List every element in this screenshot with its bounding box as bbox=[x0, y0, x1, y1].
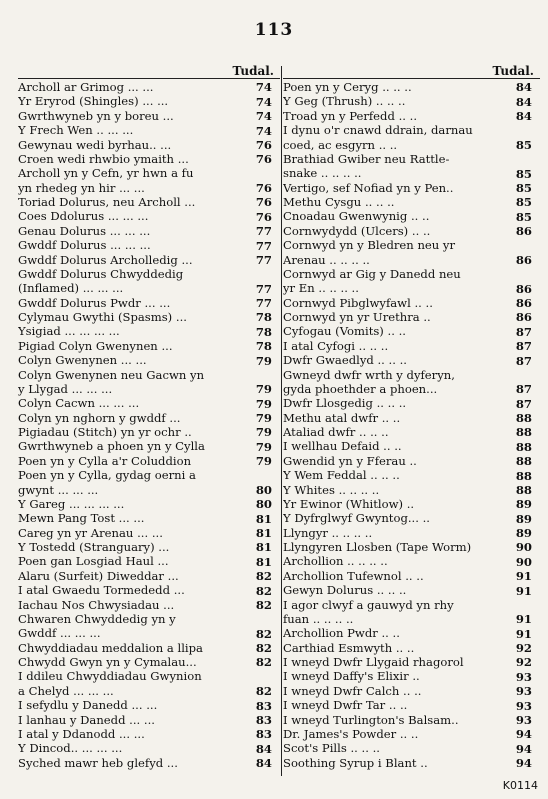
entry-page: 90 bbox=[515, 554, 532, 569]
entry-page: 82 bbox=[255, 641, 272, 655]
index-entry bbox=[18, 196, 280, 209]
entry-page: 86 bbox=[515, 281, 532, 296]
index-entry bbox=[18, 512, 280, 525]
entry-title: Methu atal dwfr .. .. bbox=[283, 411, 401, 425]
entry-page: 93 bbox=[515, 698, 532, 713]
entry-title: Dr. James's Powder .. .. bbox=[283, 727, 419, 741]
entry-page: 84 bbox=[255, 741, 272, 756]
entry-title: yr En .. .. .. .. bbox=[283, 282, 359, 296]
image-id-label: K0114 bbox=[502, 779, 538, 792]
index-entry bbox=[283, 570, 540, 583]
entry-page: 85 bbox=[515, 166, 532, 181]
entry-title: I atal y Ddanodd ... ... bbox=[18, 727, 145, 741]
index-entry bbox=[18, 81, 280, 94]
entry-title: Y Dyfrglwyf Gwyntog... .. bbox=[283, 512, 430, 526]
entry-page: 74 bbox=[255, 94, 272, 109]
index-entry bbox=[283, 541, 540, 554]
index-entry bbox=[283, 153, 540, 166]
index-entry bbox=[283, 555, 540, 568]
entry-page: 74 bbox=[255, 109, 272, 124]
entry-page: 82 bbox=[255, 655, 272, 670]
entry-page: 79 bbox=[255, 439, 272, 454]
entry-title: I lanhau y Danedd ... ... bbox=[18, 713, 155, 727]
index-entry bbox=[18, 325, 280, 338]
index-entry bbox=[283, 512, 540, 525]
entry-title: Soothing Syrup i Blant .. bbox=[283, 756, 428, 770]
entry-title: Cornwydydd (Ulcers) .. .. bbox=[283, 224, 431, 238]
entry-title: snake .. .. .. .. bbox=[283, 167, 362, 181]
index-entry bbox=[18, 282, 280, 295]
index-entry bbox=[283, 268, 540, 281]
entry-page: 88 bbox=[515, 468, 532, 483]
entry-title: Croen wedi rhwbio ymaith ... bbox=[18, 152, 189, 166]
tudal-label-right: Tudal. bbox=[492, 64, 534, 78]
entry-title: Mewn Pang Tost ... ... bbox=[18, 512, 145, 526]
entry-title: Gwddf ... ... ... bbox=[18, 627, 101, 641]
entry-title: I wneyd Daffy's Elixir .. bbox=[283, 670, 420, 684]
entry-page: 85 bbox=[515, 209, 532, 224]
index-entry bbox=[283, 196, 540, 209]
entry-title: Yr Eryrod (Shingles) ... ... bbox=[18, 95, 169, 109]
entry-title: gwynt ... ... ... bbox=[18, 483, 99, 497]
entry-title: Archollion Tufewnol .. .. bbox=[283, 569, 424, 583]
entry-title: y Llygad ... ... ... bbox=[18, 382, 113, 396]
index-entry bbox=[283, 627, 540, 640]
entry-page: 88 bbox=[515, 439, 532, 454]
entry-title: Y Wem Feddal .. .. .. bbox=[283, 469, 400, 483]
entry-title: Archoll yn y Cefn, yr hwn a fu bbox=[18, 167, 194, 181]
index-entry bbox=[283, 340, 540, 353]
entry-title: Gwrthwyneb yn y boreu ... bbox=[18, 109, 174, 123]
entry-title: Colyn Gwenynen ... ... bbox=[18, 354, 147, 368]
entry-title: Poen yn y Cylla a'r Coluddion bbox=[18, 454, 192, 468]
entry-page: 83 bbox=[255, 727, 272, 742]
entry-title: Gwneyd dwfr wrth y dyferyn, bbox=[283, 368, 455, 382]
index-entry bbox=[18, 469, 280, 482]
index-entry bbox=[18, 397, 280, 410]
entry-page: 94 bbox=[515, 727, 532, 742]
index-entry bbox=[283, 742, 540, 755]
index-entry bbox=[283, 110, 540, 123]
entry-title: I wellhau Defaid .. .. bbox=[283, 440, 402, 454]
entry-title: I sefydlu y Danedd ... ... bbox=[18, 699, 158, 713]
entry-page: 74 bbox=[255, 80, 272, 95]
index-entry bbox=[18, 110, 280, 123]
index-entry bbox=[18, 642, 280, 655]
entry-page: 88 bbox=[515, 411, 532, 425]
entry-page: 93 bbox=[515, 712, 532, 727]
entry-title: Colyn yn nghorn y gwddf ... bbox=[18, 411, 181, 425]
index-entry bbox=[18, 584, 280, 597]
entry-title: Gwddf Dolurus Pwdr ... ... bbox=[18, 296, 171, 310]
index-entry bbox=[283, 354, 540, 367]
entry-title: Pigiad Colyn Gwenynen ... bbox=[18, 339, 173, 353]
entry-title: Cornwyd yn yr Urethra .. bbox=[283, 311, 431, 324]
index-rows-left bbox=[18, 79, 280, 769]
entry-title: Y Whites .. .. .. .. bbox=[283, 483, 380, 497]
entry-page: 76 bbox=[255, 195, 272, 210]
entry-page: 76 bbox=[255, 152, 272, 167]
entry-title: Poen yn y Ceryg .. .. .. bbox=[283, 81, 412, 94]
entry-title: I dynu o'r cnawd ddrain, darnau bbox=[283, 124, 473, 138]
entry-title: Y Geg (Thrush) .. .. .. bbox=[283, 95, 406, 109]
index-entry bbox=[18, 268, 280, 281]
index-entry bbox=[283, 584, 540, 597]
index-entry bbox=[18, 670, 280, 683]
entry-page: 77 bbox=[255, 296, 272, 310]
index-entry bbox=[18, 440, 280, 453]
entry-title: I wneyd Dwfr Tar .. .. bbox=[283, 699, 408, 713]
index-entry bbox=[18, 340, 280, 353]
entry-title: Cornwyd yn y Bledren neu yr bbox=[283, 239, 456, 253]
entry-title: Yr Ewinor (Whitlow) .. bbox=[283, 497, 415, 511]
entry-page: 88 bbox=[515, 425, 532, 440]
entry-title: Gewynau wedi byrhau.. ... bbox=[18, 138, 172, 152]
index-entry bbox=[283, 642, 540, 655]
entry-page: 77 bbox=[255, 252, 272, 267]
index-entry bbox=[283, 325, 540, 338]
entry-title: Brathiad Gwiber neu Rattle- bbox=[283, 152, 450, 166]
entry-page: 76 bbox=[255, 209, 272, 224]
entry-title: Genau Dolurus ... ... ... bbox=[18, 224, 151, 238]
entry-page: 77 bbox=[255, 281, 272, 296]
entry-page: 79 bbox=[255, 411, 272, 425]
entry-title: Gwddf Dolurus Chwyddedig bbox=[18, 267, 184, 281]
index-entry bbox=[283, 670, 540, 683]
entry-page: 81 bbox=[255, 540, 272, 555]
index-entry bbox=[18, 124, 280, 137]
index-entry bbox=[283, 95, 540, 108]
entry-title: Careg yn yr Arenau ... ... bbox=[18, 526, 163, 540]
index-entry bbox=[283, 498, 540, 511]
entry-page: 80 bbox=[255, 482, 272, 497]
entry-title: Llyngyren Llosben (Tape Worm) bbox=[283, 541, 472, 554]
index-entry bbox=[283, 527, 540, 540]
entry-title: gyda phoethder a phoen... bbox=[283, 382, 438, 396]
entry-title: Alaru (Surfeit) Diweddar ... bbox=[18, 569, 179, 583]
index-entry bbox=[283, 699, 540, 712]
entry-page: 79 bbox=[255, 396, 272, 411]
entry-page: 87 bbox=[515, 324, 532, 339]
entry-title: Toriad Dolurus, neu Archoll ... bbox=[18, 196, 196, 209]
entry-page: 86 bbox=[515, 252, 532, 267]
entry-page: 89 bbox=[515, 511, 532, 526]
index-entry bbox=[18, 182, 280, 195]
column-divider bbox=[281, 66, 282, 776]
entry-title: fuan .. .. .. .. bbox=[283, 612, 354, 626]
index-rows-right bbox=[283, 79, 540, 769]
index-entry bbox=[283, 484, 540, 497]
entry-page: 87 bbox=[515, 382, 532, 397]
entry-title: Chwaren Chwyddedig yn y bbox=[18, 612, 176, 626]
index-entry bbox=[283, 282, 540, 295]
entry-page: 82 bbox=[255, 684, 272, 699]
entry-page: 84 bbox=[255, 756, 272, 770]
entry-title: Gwddf Dolurus Archolledig ... bbox=[18, 253, 193, 267]
entry-title: Chwydd Gwyn yn y Cymalau... bbox=[18, 656, 197, 669]
entry-page: 84 bbox=[515, 109, 532, 124]
index-entry bbox=[18, 570, 280, 583]
entry-page: 85 bbox=[515, 137, 532, 152]
index-entry bbox=[283, 656, 540, 669]
index-entry bbox=[18, 167, 280, 180]
entry-title: I wneyd Turlington's Balsam.. bbox=[283, 713, 459, 727]
page-number: 113 bbox=[254, 20, 294, 40]
entry-page: 87 bbox=[515, 339, 532, 354]
entry-page: 82 bbox=[255, 569, 272, 584]
entry-title: Cylymau Gwythi (Spasms) ... bbox=[18, 311, 187, 324]
entry-page: 81 bbox=[255, 554, 272, 569]
entry-page: 91 bbox=[515, 612, 532, 627]
entry-title: Colyn Gwenynen neu Gacwn yn bbox=[18, 368, 205, 382]
index-entry bbox=[18, 225, 280, 238]
entry-title: Cyfogau (Vomits) .. .. bbox=[283, 325, 406, 339]
entry-page: 74 bbox=[255, 123, 272, 138]
entry-page: 91 bbox=[515, 626, 532, 641]
index-entry bbox=[283, 426, 540, 439]
entry-page: 90 bbox=[515, 540, 532, 555]
entry-page: 79 bbox=[255, 454, 272, 469]
entry-page: 78 bbox=[255, 339, 272, 354]
index-entry bbox=[283, 383, 540, 396]
entry-page: 94 bbox=[515, 741, 532, 756]
index-entry bbox=[283, 124, 540, 137]
entry-title: Coes Ddolurus ... ... ... bbox=[18, 210, 149, 224]
entry-title: Dwfr Llosgedig .. .. .. bbox=[283, 397, 407, 411]
entry-title: Poen gan Losgiad Haul ... bbox=[18, 555, 169, 569]
entry-page: 79 bbox=[255, 353, 272, 368]
index-entry bbox=[18, 714, 280, 727]
entry-page: 91 bbox=[515, 569, 532, 584]
entry-page: 76 bbox=[255, 181, 272, 195]
entry-title: Archollion Pwdr .. .. bbox=[283, 627, 400, 641]
index-entry bbox=[18, 555, 280, 568]
index-entry bbox=[18, 311, 280, 324]
index-entry bbox=[18, 153, 280, 166]
index-entry bbox=[283, 239, 540, 252]
entry-title: Pigiadau (Stitch) yn yr ochr .. bbox=[18, 426, 192, 439]
entry-title: a Chelyd ... ... ... bbox=[18, 684, 114, 698]
entry-title: Ysigiad ... ... ... ... bbox=[18, 325, 120, 339]
entry-title: Llyngyr .. .. .. .. bbox=[283, 526, 373, 540]
entry-page: 85 bbox=[515, 181, 532, 195]
entry-title: I wneyd Dwfr Calch .. .. bbox=[283, 684, 422, 698]
entry-title: Carthiad Esmwyth .. .. bbox=[283, 641, 415, 655]
index-entry bbox=[18, 239, 280, 252]
index-entry bbox=[283, 412, 540, 425]
entry-page: 93 bbox=[515, 669, 532, 684]
index-entry bbox=[18, 527, 280, 540]
index-entry bbox=[283, 714, 540, 727]
index-entry bbox=[18, 627, 280, 640]
index-entry bbox=[283, 81, 540, 94]
column-header-left bbox=[18, 64, 280, 79]
entry-title: Syched mawr heb glefyd ... bbox=[18, 756, 178, 770]
entry-title: Y Dincod.. ... ... ... bbox=[18, 742, 123, 756]
index-entry bbox=[283, 254, 540, 267]
tudal-label-left: Tudal. bbox=[232, 64, 274, 78]
index-entry bbox=[18, 728, 280, 741]
entry-title: coed, ac esgyrn .. .. bbox=[283, 138, 398, 152]
entry-title: I atal Cyfogi .. .. .. bbox=[283, 339, 389, 353]
index-entry bbox=[283, 757, 540, 770]
entry-page: 82 bbox=[255, 597, 272, 612]
index-entry bbox=[18, 354, 280, 367]
index-column-right bbox=[283, 64, 540, 769]
entry-page: 83 bbox=[255, 712, 272, 727]
index-entry bbox=[283, 297, 540, 310]
entry-title: Arenau .. .. .. .. bbox=[283, 253, 370, 267]
index-entry bbox=[283, 599, 540, 612]
entry-page: 86 bbox=[515, 310, 532, 325]
entry-title: Troad yn y Perfedd .. .. bbox=[283, 109, 418, 123]
entry-title: (Inflamed) ... ... ... bbox=[18, 282, 124, 296]
index-entry bbox=[18, 426, 280, 439]
index-entry bbox=[18, 210, 280, 223]
entry-page: 94 bbox=[515, 756, 532, 770]
entry-title: Dwfr Gwaedlyd .. .. .. bbox=[283, 354, 407, 368]
index-entry bbox=[18, 685, 280, 698]
entry-title: I atal Gwaedu Tormededd ... bbox=[18, 584, 185, 598]
entry-page: 88 bbox=[515, 454, 532, 469]
index-entry bbox=[283, 685, 540, 698]
index-entry bbox=[18, 383, 280, 396]
entry-title: I wneyd Dwfr Llygaid rhagorol bbox=[283, 656, 464, 669]
entry-page: 82 bbox=[255, 626, 272, 641]
index-entry bbox=[18, 742, 280, 755]
entry-page: 83 bbox=[255, 698, 272, 713]
entry-page: 92 bbox=[515, 655, 532, 670]
index-entry bbox=[18, 455, 280, 468]
entry-title: Gewyn Dolurus .. .. .. bbox=[283, 584, 407, 598]
index-entry bbox=[283, 311, 540, 324]
entry-page: 86 bbox=[515, 296, 532, 310]
entry-page: 78 bbox=[255, 310, 272, 325]
entry-page: 87 bbox=[515, 396, 532, 411]
index-column-left bbox=[18, 64, 280, 769]
index-entry bbox=[18, 139, 280, 152]
index-entry bbox=[283, 397, 540, 410]
index-entry bbox=[283, 728, 540, 741]
index-entry bbox=[18, 484, 280, 497]
index-entry bbox=[18, 599, 280, 612]
entry-page: 82 bbox=[255, 583, 272, 598]
entry-page: 88 bbox=[515, 482, 532, 497]
entry-page: 77 bbox=[255, 238, 272, 253]
entry-page: 81 bbox=[255, 526, 272, 540]
entry-page: 78 bbox=[255, 324, 272, 339]
entry-title: Gwrthwyneb a phoen yn y Cylla bbox=[18, 440, 205, 454]
entry-page: 79 bbox=[255, 382, 272, 397]
entry-page: 76 bbox=[255, 137, 272, 152]
entry-page: 80 bbox=[255, 497, 272, 512]
index-entry bbox=[18, 95, 280, 108]
index-entry bbox=[18, 412, 280, 425]
entry-title: Y Gareg ... ... ... ... bbox=[18, 497, 125, 511]
index-entry bbox=[18, 541, 280, 554]
index-entry bbox=[283, 440, 540, 453]
entry-page: 89 bbox=[515, 497, 532, 512]
entry-page: 84 bbox=[515, 94, 532, 109]
index-entry bbox=[283, 469, 540, 482]
entry-title: I ddileu Chwyddiadau Gwynion bbox=[18, 670, 202, 684]
entry-title: Colyn Cacwn ... ... ... bbox=[18, 397, 140, 411]
entry-title: I agor clwyf a gauwyd yn rhy bbox=[283, 598, 454, 612]
entry-title: Cornwyd ar Gig y Danedd neu bbox=[283, 267, 461, 281]
entry-title: Chwyddiadau meddalion a llipa bbox=[18, 641, 203, 655]
entry-page: 81 bbox=[255, 511, 272, 526]
index-entry bbox=[283, 167, 540, 180]
entry-page: 87 bbox=[515, 353, 532, 368]
entry-title: Methu Cysgu .. .. .. bbox=[283, 196, 395, 209]
index-entry bbox=[18, 254, 280, 267]
entry-page: 84 bbox=[515, 80, 532, 95]
entry-page: 85 bbox=[515, 195, 532, 210]
column-header-right bbox=[283, 64, 540, 79]
entry-page: 77 bbox=[255, 224, 272, 239]
entry-title: Gwddf Dolurus ... ... ... bbox=[18, 239, 151, 253]
index-entry bbox=[283, 182, 540, 195]
index-entry bbox=[18, 656, 280, 669]
index-entry bbox=[18, 757, 280, 770]
index-entry bbox=[18, 297, 280, 310]
entry-page: 93 bbox=[515, 684, 532, 699]
index-entry bbox=[18, 613, 280, 626]
entry-page: 91 bbox=[515, 583, 532, 598]
index-entry bbox=[283, 210, 540, 223]
index-entry bbox=[283, 613, 540, 626]
entry-title: Cornwyd Pibglwyfawl .. .. bbox=[283, 296, 433, 310]
entry-page: 92 bbox=[515, 641, 532, 655]
entry-title: Ataliad dwfr .. .. .. bbox=[283, 426, 389, 439]
index-entry bbox=[283, 225, 540, 238]
entry-title: Archollion .. .. .. .. bbox=[283, 555, 388, 569]
index-entry bbox=[283, 369, 540, 382]
index-entry bbox=[18, 699, 280, 712]
entry-title: Y Frech Wen .. ... ... bbox=[18, 124, 134, 138]
entry-title: Vertigo, sef Nofiad yn y Pen.. bbox=[283, 181, 454, 195]
index-entry bbox=[18, 369, 280, 382]
index-entry bbox=[283, 139, 540, 152]
entry-page: 79 bbox=[255, 425, 272, 440]
entry-title: Cnoadau Gwenwynig .. .. bbox=[283, 210, 430, 224]
entry-title: Gwendid yn y Fferau .. bbox=[283, 454, 417, 468]
entry-title: yn rhedeg yn hir ... ... bbox=[18, 181, 145, 195]
entry-title: Y Tostedd (Stranguary) ... bbox=[18, 541, 170, 554]
entry-page: 86 bbox=[515, 224, 532, 239]
entry-title: Scot's Pills .. .. .. bbox=[283, 742, 380, 756]
index-entry bbox=[283, 455, 540, 468]
entry-title: Archoll ar Grimog ... ... bbox=[18, 81, 154, 94]
entry-title: Poen yn y Cylla, gydag oerni a bbox=[18, 469, 196, 483]
entry-page: 89 bbox=[515, 526, 532, 540]
index-entry bbox=[18, 498, 280, 511]
entry-title: Iachau Nos Chwysiadau ... bbox=[18, 598, 175, 612]
